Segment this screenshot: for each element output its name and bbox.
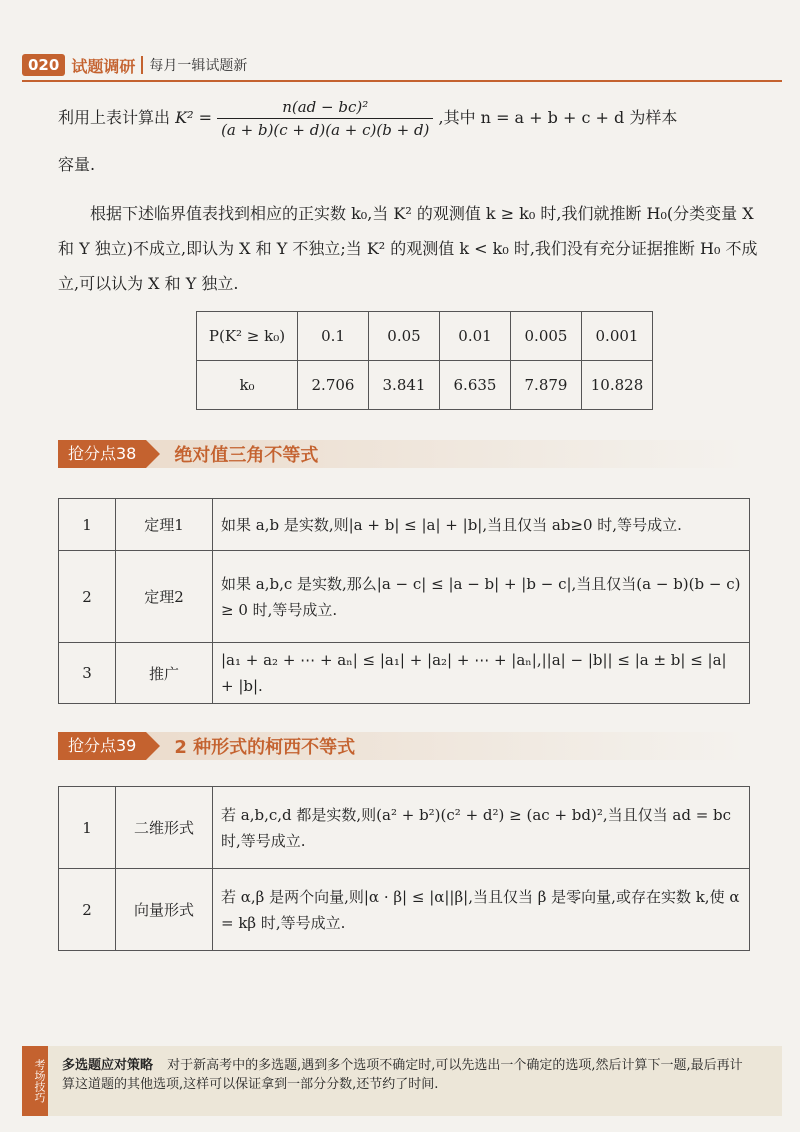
table-cell: P(K² ≥ k₀) [197, 312, 298, 361]
table-cell: 7.879 [511, 361, 582, 410]
column-title: 试题调研 [71, 56, 136, 76]
section-38-banner [58, 440, 750, 468]
table-cell: 6.635 [440, 361, 511, 410]
table-row [59, 499, 750, 551]
arrow-icon [146, 440, 160, 468]
tip-box [22, 1046, 782, 1116]
table-cell: k₀ [197, 361, 298, 410]
intro-text-before: 利用上表计算出 [58, 108, 171, 127]
header-rule [22, 80, 782, 82]
table-row [59, 787, 750, 869]
intro-paragraph-2: 根据下述临界值表找到相应的正实数 k₀,当 K² 的观测值 k ≥ k₀ 时,我们就推断 H₀(分类变量 X 和 Y 独立)不成立,即认为 X 和 Y 不独立;当 K² 的观测值 k < k₀ 时,我们没有充分证据推断 H₀ 不成立,可以认为 X 和 Y 独立. [58, 204, 758, 293]
row-number: 2 [59, 869, 116, 951]
section-39-title: 2 种形式的柯西不等式 [174, 737, 356, 758]
row-name: 二维形式 [116, 787, 213, 869]
triangle-inequality-table [58, 498, 750, 704]
tip-title: 多选题应对策略 [62, 1058, 154, 1073]
arrow-icon [146, 732, 160, 760]
row-content: 若 α,β 是两个向量,则|α · β| ≤ |α||β|,当且仅当 β 是零向量,或存在实数 k,使 α = kβ 时,等号成立. [213, 869, 750, 951]
table-row [197, 312, 653, 361]
tip-side-label: 考场技巧 [22, 1046, 48, 1116]
formula-numerator: n(ad − bc)² [217, 96, 433, 119]
section-39-tag: 抢分点39 [58, 732, 146, 760]
row-name: 推广 [116, 643, 213, 704]
section-38-tag: 抢分点38 [58, 440, 146, 468]
cauchy-inequality-table [58, 786, 750, 951]
row-number: 1 [59, 787, 116, 869]
page-number: 020 [22, 54, 65, 76]
row-number: 3 [59, 643, 116, 704]
header-divider [141, 56, 143, 74]
intro-text-after: ,其中 n = a + b + c + d 为样本 [438, 108, 678, 127]
row-name: 定理2 [116, 551, 213, 643]
column-subtitle: 每月一辑试题新 [149, 58, 248, 74]
table-cell: 3.841 [369, 361, 440, 410]
critical-value-table [196, 311, 653, 410]
row-number: 1 [59, 499, 116, 551]
tip-body: 对于新高考中的多选题,遇到多个选项不确定时,可以先选出一个确定的选项,然后计算下一题,最后再计算这道题的其他选项,这样可以保证拿到一部分分数,还节约了时间. [62, 1058, 743, 1092]
section-39-banner [58, 732, 750, 760]
row-number: 2 [59, 551, 116, 643]
row-name: 向量形式 [116, 869, 213, 951]
row-content: 若 a,b,c,d 都是实数,则(a² + b²)(c² + d²) ≥ (ac + bd)²,当且仅当 ad = bc 时,等号成立. [213, 787, 750, 869]
row-name: 定理1 [116, 499, 213, 551]
row-content: 如果 a,b 是实数,则|a + b| ≤ |a| + |b|,当且仅当 ab≥0 时,等号成立. [213, 499, 750, 551]
table-cell: 0.005 [511, 312, 582, 361]
table-cell: 2.706 [298, 361, 369, 410]
table-cell: 0.05 [369, 312, 440, 361]
table-row [59, 643, 750, 704]
table-cell: 0.01 [440, 312, 511, 361]
section-38-title: 绝对值三角不等式 [174, 445, 319, 466]
table-cell: 0.001 [582, 312, 653, 361]
tip-text-block [62, 1056, 752, 1094]
table-row [197, 361, 653, 410]
intro-paragraph-1-end: 容量. [58, 155, 96, 174]
formula-denominator: (a + b)(c + d)(a + c)(b + d) [221, 121, 430, 139]
table-cell: 0.1 [298, 312, 369, 361]
page-header [22, 52, 247, 78]
row-content: 如果 a,b,c 是实数,那么|a − c| ≤ |a − b| + |b − c|,当且仅当(a − b)(b − c) ≥ 0 时,等号成立. [213, 551, 750, 643]
table-row [59, 551, 750, 643]
table-cell: 10.828 [582, 361, 653, 410]
intro-paragraph-1 [58, 96, 758, 141]
k2-label: K² = [175, 108, 212, 127]
row-content: |a₁ + a₂ + ⋯ + aₙ| ≤ |a₁| + |a₂| + ⋯ + |aₙ|,||a| − |b|| ≤ |a ± b| ≤ |a| + |b|. [213, 643, 750, 704]
k2-formula [217, 96, 433, 141]
table-row [59, 869, 750, 951]
